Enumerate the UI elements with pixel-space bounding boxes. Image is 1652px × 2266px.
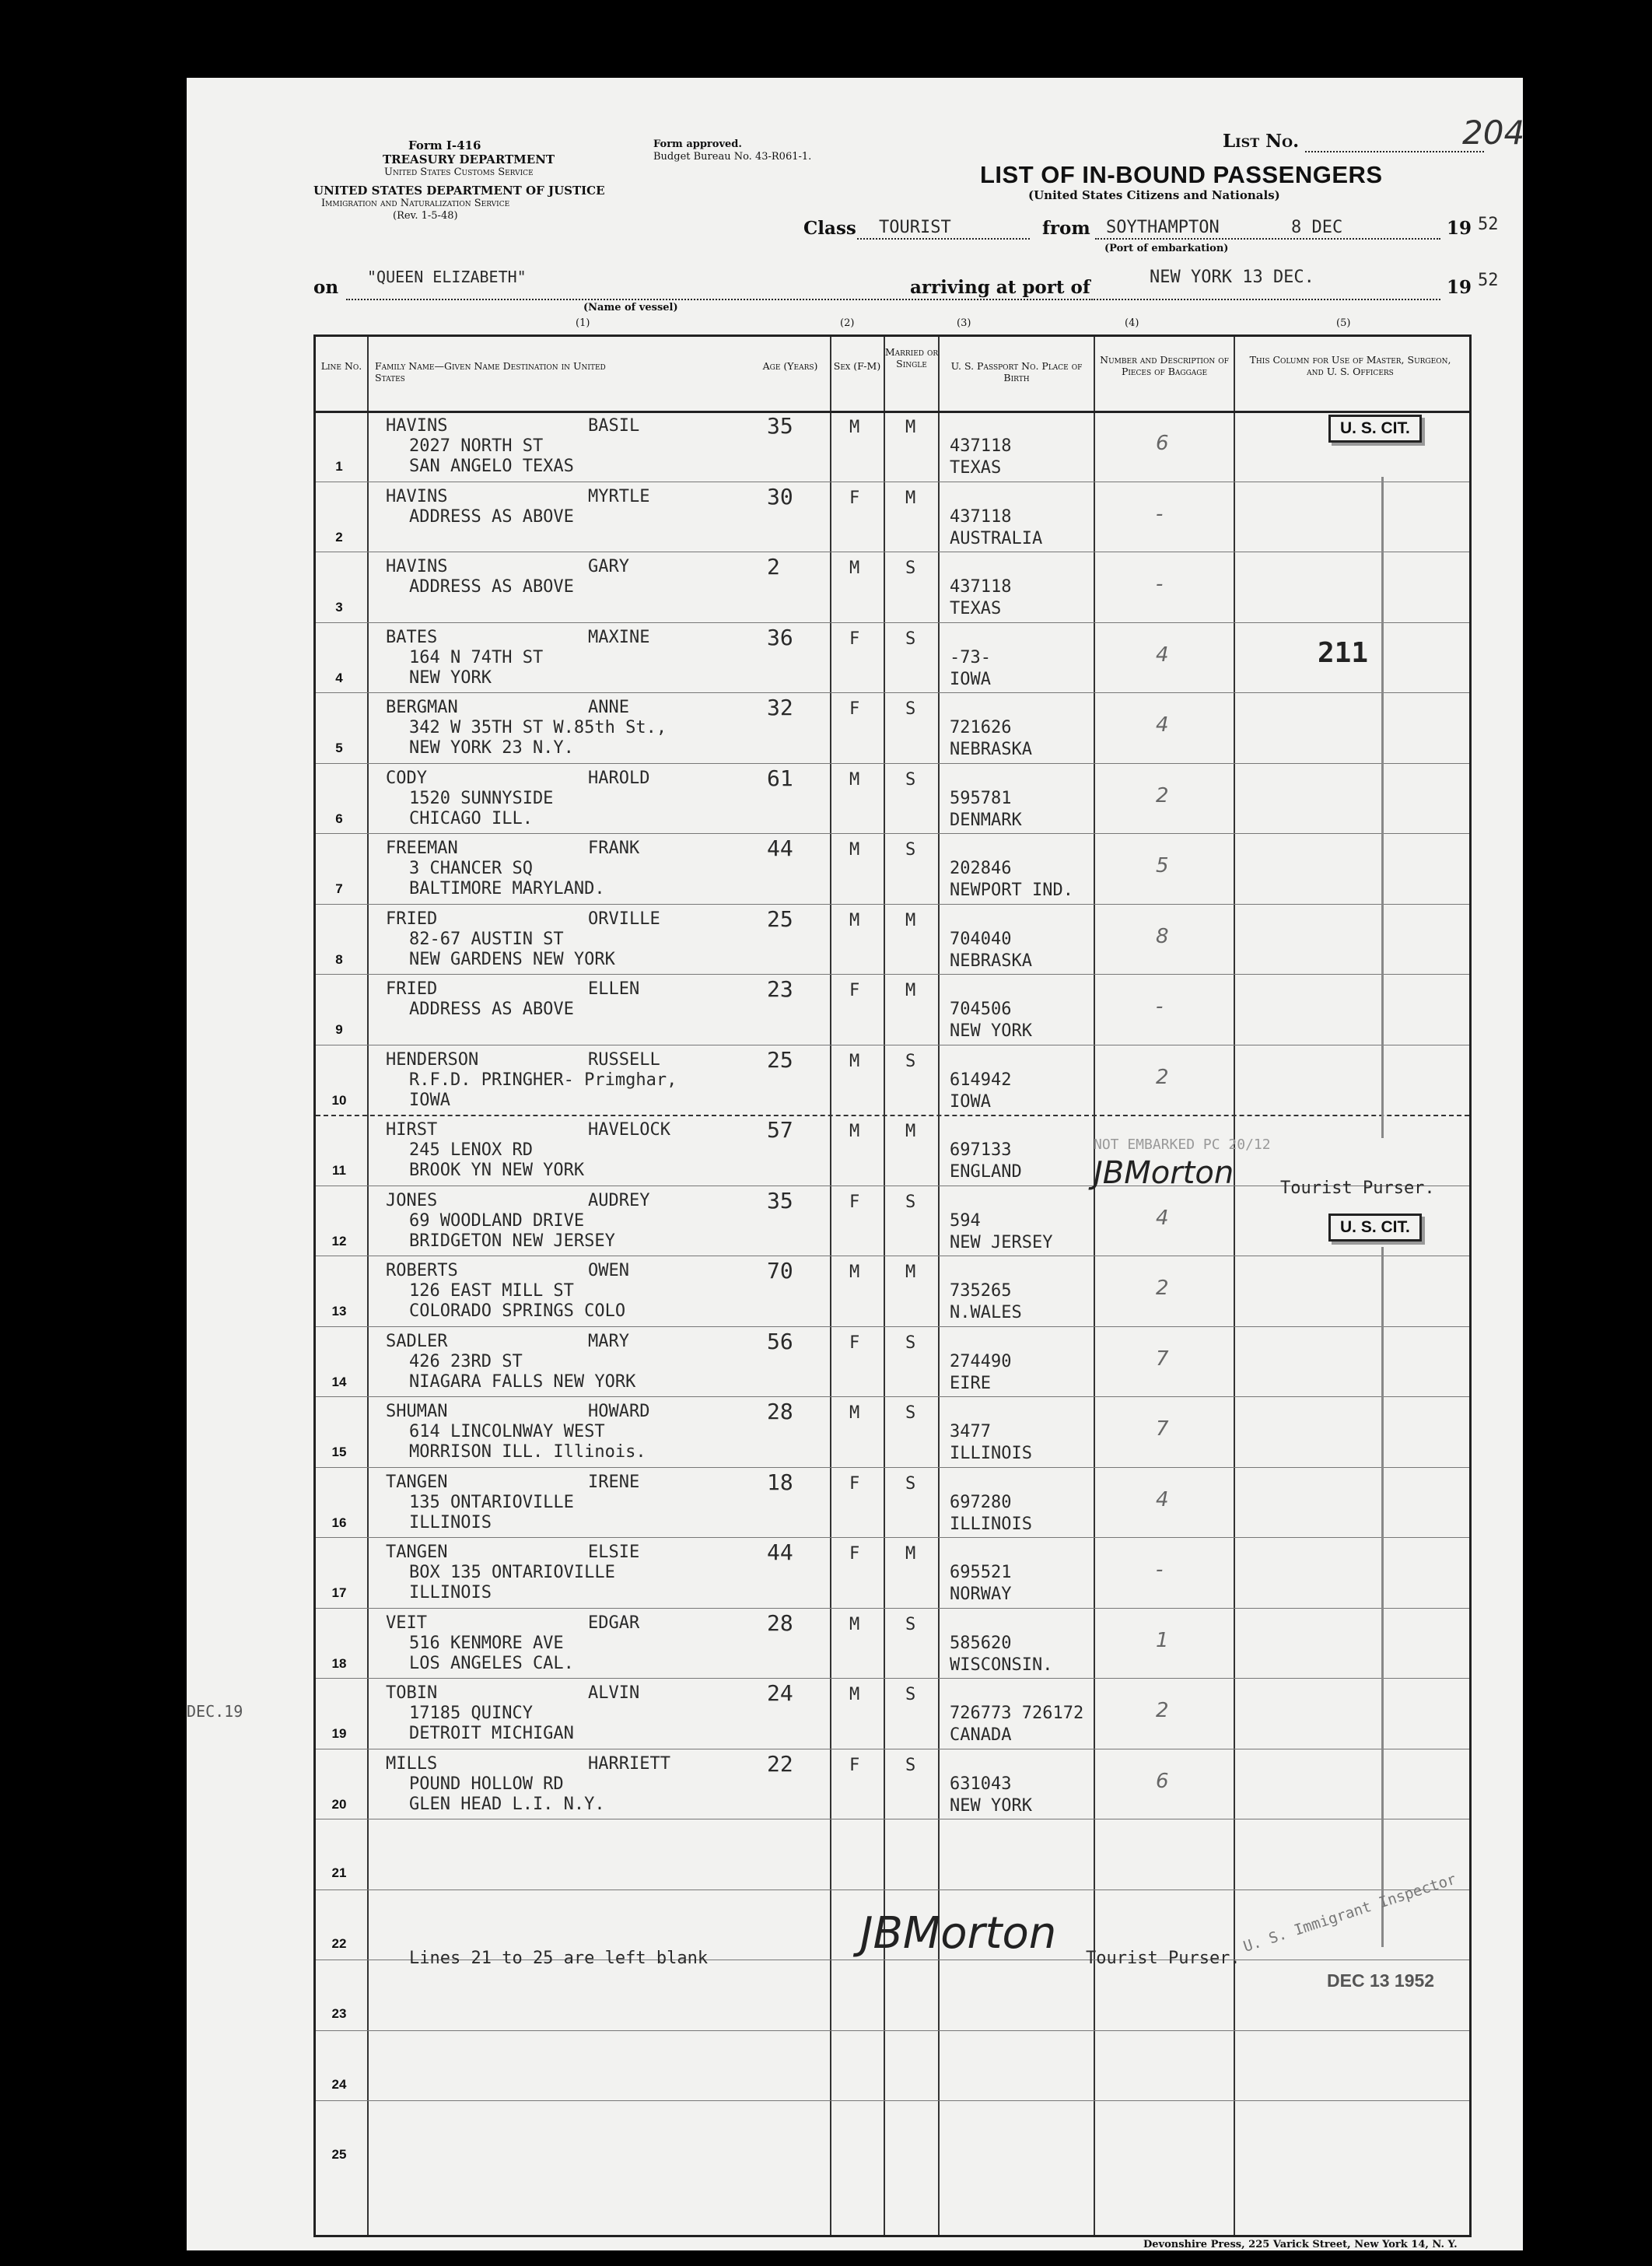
from-date: 8 DEC xyxy=(1291,218,1343,237)
family-name: FREEMAN xyxy=(386,839,458,858)
address-line-2: DETROIT MICHIGAN xyxy=(409,1724,574,1743)
line-number: 10 xyxy=(331,1092,347,1108)
line-number: 4 xyxy=(335,670,343,685)
tick-line xyxy=(1381,1247,1384,1947)
marital-status: S xyxy=(905,1051,916,1071)
revision: (Rev. 1-5-48) xyxy=(393,210,458,222)
place-of-birth: NORWAY xyxy=(950,1585,1012,1604)
class-label: Class xyxy=(803,218,856,239)
address-line-2: MORRISON ILL. Illinois. xyxy=(409,1442,646,1462)
inspection-date: DEC 13 1952 xyxy=(1327,1970,1435,1991)
sex: F xyxy=(849,1333,860,1353)
passport-no: 614942 xyxy=(950,1070,1012,1090)
line-number: 1 xyxy=(335,459,343,474)
baggage-count: 6 xyxy=(1156,1769,1169,1793)
marital-status: S xyxy=(905,629,916,649)
list-no-value: 204 xyxy=(1462,114,1525,152)
marital-status: M xyxy=(905,1122,916,1141)
line-number: 17 xyxy=(331,1585,347,1600)
blank-lines-note: Lines 21 to 25 are left blank xyxy=(409,1949,709,1968)
family-name: TANGEN xyxy=(386,1472,448,1492)
age: 23 xyxy=(767,976,793,1002)
sex: M xyxy=(849,1051,860,1071)
given-name: FRANK xyxy=(588,839,640,858)
port-embark-caption: (Port of embarkation) xyxy=(1104,243,1229,254)
year-prefix-1: 19 xyxy=(1447,218,1472,239)
sex: M xyxy=(849,1403,860,1423)
marital-status: S xyxy=(905,559,916,578)
address-line-1: 126 EAST MILL ST xyxy=(409,1281,574,1301)
passport-no: 3477 xyxy=(950,1422,991,1441)
given-name: AUDREY xyxy=(588,1190,650,1210)
age: 2 xyxy=(767,554,780,580)
given-name: RUSSELL xyxy=(588,1049,660,1070)
vessel-name: "QUEEN ELIZABETH" xyxy=(367,268,527,286)
vessel-line xyxy=(346,299,1093,300)
customs-service: United States Customs Service xyxy=(384,166,534,178)
place-of-birth: NEBRASKA xyxy=(950,740,1032,759)
ins-service: Immigration and Naturalization Service xyxy=(321,198,510,209)
treasury-dept: TREASURY DEPARTMENT xyxy=(383,152,555,166)
hdr-passport: U. S. Passport No. Place of Birth xyxy=(950,360,1083,384)
vessel-caption: (Name of vessel) xyxy=(583,302,678,313)
line-number: 22 xyxy=(331,1935,347,1951)
address-line-2: COLORADO SPRINGS COLO xyxy=(409,1301,626,1321)
age: 44 xyxy=(767,1539,793,1565)
given-name: ELLEN xyxy=(588,979,640,999)
passport-no: 274490 xyxy=(950,1351,1012,1371)
col-num-4: (4) xyxy=(1125,317,1139,329)
passport-no: 594 xyxy=(950,1210,981,1231)
passport-no: 202846 xyxy=(950,859,1012,878)
family-name: BERGMAN xyxy=(386,698,458,717)
given-name: IRENE xyxy=(588,1472,640,1492)
place-of-birth: TEXAS xyxy=(950,599,1002,618)
address-line-1: ADDRESS AS ABOVE xyxy=(409,506,574,527)
address-line-2: NIAGARA FALLS NEW YORK xyxy=(409,1371,636,1392)
address-line-1: 342 W 35TH ST W.85th St., xyxy=(409,718,667,737)
baggage-count: 1 xyxy=(1156,1628,1169,1652)
given-name: ANNE xyxy=(588,698,629,717)
line-number: 18 xyxy=(331,1655,347,1671)
address-line-2: CHICAGO ILL. xyxy=(409,808,533,828)
address-line-2: BRIDGETON NEW JERSEY xyxy=(409,1231,615,1251)
address-line-2: GLEN HEAD L.I. N.Y. xyxy=(409,1794,605,1814)
baggage-count: 4 xyxy=(1156,643,1169,667)
line-number: 25 xyxy=(331,2147,347,2162)
form-approved: Form approved. xyxy=(653,138,742,150)
arrival-year: 52 xyxy=(1478,271,1499,290)
baggage-count: 4 xyxy=(1156,713,1169,737)
address-line-2: BROOK YN NEW YORK xyxy=(409,1161,585,1180)
from-line xyxy=(1095,238,1440,240)
sex: M xyxy=(849,840,860,860)
marital-status: S xyxy=(905,699,916,719)
baggage-count: 7 xyxy=(1156,1347,1169,1371)
sex: M xyxy=(849,769,860,790)
baggage-count: - xyxy=(1156,995,1164,1018)
row-divider xyxy=(316,1396,1469,1397)
family-name: HENDERSON xyxy=(386,1049,479,1070)
family-name: TOBIN xyxy=(386,1683,438,1703)
line-number: 3 xyxy=(335,600,343,615)
passport-no: -73- xyxy=(950,647,991,667)
line-number: 12 xyxy=(331,1233,347,1249)
age: 25 xyxy=(767,905,793,932)
margin-note: DEC.19 xyxy=(187,1702,243,1721)
address-line-2: IOWA xyxy=(409,1090,450,1110)
line11-note: NOT EMBARKED PC 20/12 xyxy=(1094,1137,1271,1153)
sex: F xyxy=(849,629,860,649)
sex: F xyxy=(849,1473,860,1494)
family-name: TANGEN xyxy=(386,1543,448,1562)
given-name: EDGAR xyxy=(588,1613,640,1633)
baggage-count: 4 xyxy=(1156,1206,1169,1230)
passport-no: 697280 xyxy=(950,1492,1012,1512)
sex: F xyxy=(849,699,860,719)
marital-status: S xyxy=(905,769,916,790)
age: 18 xyxy=(767,1469,793,1495)
passport-no: 726773 726172 xyxy=(950,1704,1084,1723)
family-name: FRIED xyxy=(386,909,438,929)
sex: M xyxy=(849,1685,860,1704)
address-line-1: 164 N 74TH ST xyxy=(409,647,544,667)
age: 32 xyxy=(767,695,793,720)
from-value: SOYTHAMPTON xyxy=(1106,218,1220,237)
hdr-name: Family Name—Given Name Destination in United States xyxy=(375,360,606,384)
passport-no: 437118 xyxy=(950,436,1012,456)
family-name: HAVINS xyxy=(386,486,448,506)
marital-status: M xyxy=(905,418,916,437)
given-name: ORVILLE xyxy=(588,909,660,929)
address-line-2: BALTIMORE MARYLAND. xyxy=(409,879,605,898)
passport-no: 437118 xyxy=(950,577,1012,597)
line-number: 8 xyxy=(335,951,343,967)
marital-status: S xyxy=(905,1333,916,1353)
address-line-1: 69 WOODLAND DRIVE xyxy=(409,1210,585,1231)
baggage-count: 6 xyxy=(1156,432,1169,455)
sex: F xyxy=(849,488,860,508)
given-name: GARY xyxy=(588,557,629,576)
baggage-count: 2 xyxy=(1156,1699,1169,1722)
arrival-port: NEW YORK 13 DEC. xyxy=(1150,268,1314,287)
hdr-line-no: Line No. xyxy=(320,360,362,372)
marital-status: M xyxy=(905,1544,916,1564)
purser-signature: JBMorton xyxy=(1094,1155,1234,1191)
family-name: HAVINS xyxy=(386,557,448,576)
marital-status: M xyxy=(905,488,916,508)
row-divider xyxy=(316,1115,1469,1116)
line-number: 9 xyxy=(335,1022,343,1037)
address-line-1: 614 LINCOLNWAY WEST xyxy=(409,1422,605,1441)
baggage-count: 2 xyxy=(1156,1277,1169,1300)
given-name: ALVIN xyxy=(588,1683,640,1703)
passport-no: 735265 xyxy=(950,1281,1012,1301)
address-line-1: 245 LENOX RD xyxy=(409,1140,533,1160)
purser-title-2: Tourist Purser. xyxy=(1086,1949,1241,1968)
passport-no: 721626 xyxy=(950,718,1012,737)
baggage-count: 5 xyxy=(1156,854,1169,877)
age: 44 xyxy=(767,835,793,861)
col-num-3: (3) xyxy=(957,317,971,329)
place-of-birth: ILLINOIS xyxy=(950,1444,1032,1463)
form-subtitle: (United States Citizens and Nationals) xyxy=(1028,188,1280,202)
col-num-2: (2) xyxy=(840,317,855,329)
baggage-count: 8 xyxy=(1156,924,1169,948)
marital-status: S xyxy=(905,1685,916,1704)
age: 57 xyxy=(767,1117,793,1143)
purser-signature-2: JBMorton xyxy=(860,1908,1057,1959)
class-value: TOURIST xyxy=(879,218,951,237)
line-number: 14 xyxy=(331,1374,347,1389)
inspector-stamp: U. S. Immigrant Inspector xyxy=(1241,1870,1458,1956)
passenger-manifest-page xyxy=(187,78,1523,2250)
address-line-2: NEW YORK 23 N.Y. xyxy=(409,738,574,758)
family-name: ROBERTS xyxy=(386,1261,458,1280)
place-of-birth: CANADA xyxy=(950,1725,1012,1745)
marital-status: S xyxy=(905,1192,916,1212)
line-number: 16 xyxy=(331,1515,347,1530)
age: 24 xyxy=(767,1680,793,1706)
budget-bureau: Budget Bureau No. 43-R061-1. xyxy=(653,151,812,163)
sex: M xyxy=(849,559,860,578)
age: 25 xyxy=(767,1046,793,1073)
address-line-1: POUND HOLLOW RD xyxy=(409,1774,564,1794)
marital-status: M xyxy=(905,910,916,930)
row-divider xyxy=(316,974,1469,975)
address-line-2: SAN ANGELO TEXAS xyxy=(409,457,574,476)
from-label: from xyxy=(1042,218,1090,239)
hdr-age: Age (Years) xyxy=(762,360,818,372)
address-line-1: ADDRESS AS ABOVE xyxy=(409,1000,574,1019)
manifest-table xyxy=(313,334,1472,2237)
family-name: HAVINS xyxy=(386,416,448,436)
sex: F xyxy=(849,981,860,1000)
passport-no: 704040 xyxy=(950,929,1012,949)
passport-no: 695521 xyxy=(950,1563,1012,1582)
sex: M xyxy=(849,1263,860,1282)
row-divider xyxy=(316,1678,1469,1679)
line-number: 2 xyxy=(335,529,343,545)
address-line-1: BOX 135 ONTARIOVILLE xyxy=(409,1563,615,1582)
passport-no: 585620 xyxy=(950,1633,1012,1653)
tick-line xyxy=(1381,477,1384,1138)
family-name: HIRST xyxy=(386,1120,438,1140)
line-number: 6 xyxy=(335,811,343,826)
row-divider xyxy=(316,2100,1469,2101)
place-of-birth: ILLINOIS xyxy=(950,1514,1032,1534)
marital-status: S xyxy=(905,1473,916,1494)
line-number: 7 xyxy=(335,881,343,896)
place-of-birth: NEWPORT IND. xyxy=(950,881,1073,900)
age: 28 xyxy=(767,1609,793,1636)
col-num-5: (5) xyxy=(1336,317,1351,329)
family-name: CODY xyxy=(386,768,427,788)
family-name: SHUMAN xyxy=(386,1402,448,1421)
marital-status: S xyxy=(905,840,916,860)
passport-no: 631043 xyxy=(950,1774,1012,1794)
line-number: 13 xyxy=(331,1304,347,1319)
address-line-1: R.F.D. PRINGHER- Primghar, xyxy=(409,1070,677,1090)
hdr-married: Married or Single xyxy=(884,346,939,369)
given-name: ELSIE xyxy=(588,1543,640,1562)
sex: M xyxy=(849,1614,860,1634)
family-name: JONES xyxy=(386,1190,438,1210)
baggage-count: - xyxy=(1156,1558,1164,1581)
sex: M xyxy=(849,910,860,930)
address-line-2: ILLINOIS xyxy=(409,1583,492,1602)
given-name: HAVELOCK xyxy=(588,1120,670,1140)
sex: F xyxy=(849,1544,860,1564)
given-name: MARY xyxy=(588,1331,629,1351)
baggage-count: 4 xyxy=(1156,1487,1169,1511)
address-line-1: 1520 SUNNYSIDE xyxy=(409,788,554,808)
year-prefix-2: 19 xyxy=(1447,277,1472,298)
arriving-label: arriving at port of xyxy=(910,277,1090,298)
place-of-birth: IOWA xyxy=(950,669,991,689)
row-divider xyxy=(316,904,1469,905)
form-title: LIST OF IN-BOUND PASSENGERS xyxy=(980,161,1383,188)
row-divider xyxy=(316,763,1469,764)
address-line-1: 516 KENMORE AVE xyxy=(409,1633,564,1653)
row-divider xyxy=(316,1326,1469,1327)
address-line-1: 426 23RD ST xyxy=(409,1351,523,1371)
line-number: 23 xyxy=(331,2006,347,2021)
form-number: Form I-416 xyxy=(408,138,481,152)
row-divider xyxy=(316,622,1469,623)
family-name: VEIT xyxy=(386,1613,427,1633)
hdr-baggage: Number and Description of Pieces of Baggage xyxy=(1100,354,1229,377)
address-line-1: 2027 NORTH ST xyxy=(409,436,544,456)
line-number: 24 xyxy=(331,2076,347,2092)
line-number: 5 xyxy=(335,741,343,755)
baggage-count: - xyxy=(1156,502,1164,526)
purser-title: Tourist Purser. xyxy=(1280,1179,1435,1198)
line-number: 19 xyxy=(331,1726,347,1741)
age: 61 xyxy=(767,765,793,791)
age: 28 xyxy=(767,1399,793,1424)
marital-status: M xyxy=(905,1263,916,1282)
place-of-birth: AUSTRALIA xyxy=(950,528,1043,548)
baggage-count: 2 xyxy=(1156,1065,1169,1089)
row-divider xyxy=(316,1467,1469,1468)
passport-no: 437118 xyxy=(950,506,1012,527)
age: 30 xyxy=(767,483,793,510)
printer-footer: Devonshire Press, 225 Varick Street, New York 14, N. Y. xyxy=(1143,2239,1458,2250)
line-number: 20 xyxy=(331,1796,347,1812)
age: 56 xyxy=(767,1328,793,1354)
place-of-birth: NEW JERSEY xyxy=(950,1232,1053,1252)
passport-no: 704506 xyxy=(950,1000,1012,1019)
line-number: 21 xyxy=(331,1865,347,1880)
sex: M xyxy=(849,1122,860,1141)
given-name: HAROLD xyxy=(588,768,650,788)
passport-no: 595781 xyxy=(950,788,1012,808)
row-divider xyxy=(316,1608,1469,1609)
sex: F xyxy=(849,1192,860,1212)
header-divider xyxy=(316,411,1469,413)
hdr-officers: This Column for Use of Master, Surgeon, and U. S. Officers xyxy=(1249,354,1451,377)
line-number: 15 xyxy=(331,1445,347,1459)
from-year: 52 xyxy=(1478,215,1499,234)
given-name: MYRTLE xyxy=(588,486,650,506)
address-line-2: LOS ANGELES CAL. xyxy=(409,1653,574,1673)
row-divider xyxy=(316,692,1469,693)
us-citizen-stamp: U. S. CIT. xyxy=(1328,1214,1422,1242)
address-line-1: 135 ONTARIOVILLE xyxy=(409,1492,574,1512)
address-line-2: NEW GARDENS NEW YORK xyxy=(409,949,615,969)
place-of-birth: EIRE xyxy=(950,1373,991,1393)
row-divider xyxy=(316,833,1469,834)
place-of-birth: DENMARK xyxy=(950,810,1022,830)
marital-status: S xyxy=(905,1755,916,1775)
given-name: OWEN xyxy=(588,1261,629,1280)
family-name: SADLER xyxy=(386,1331,448,1351)
place-of-birth: NEW YORK xyxy=(950,1021,1032,1041)
place-of-birth: WISCONSIN. xyxy=(950,1655,1053,1675)
baggage-count: 2 xyxy=(1156,783,1169,807)
marital-status: S xyxy=(905,1403,916,1423)
place-of-birth: IOWA xyxy=(950,1091,991,1112)
list-no-label: List No. xyxy=(1223,131,1300,152)
class-line xyxy=(857,238,1030,240)
address-line-2: ILLINOIS xyxy=(409,1512,492,1532)
age: 35 xyxy=(767,413,793,439)
age: 70 xyxy=(767,1258,793,1284)
address-line-2: NEW YORK xyxy=(409,667,492,688)
on-label: on xyxy=(313,277,339,298)
hdr-sex: Sex (F-M) xyxy=(833,360,881,372)
col-num-1: (1) xyxy=(576,317,590,329)
sex: M xyxy=(849,418,860,437)
place-of-birth: N.WALES xyxy=(950,1303,1022,1322)
list-no-line xyxy=(1305,151,1484,152)
marital-status: M xyxy=(905,981,916,1000)
given-name: HOWARD xyxy=(588,1402,650,1421)
age: 36 xyxy=(767,624,793,650)
baggage-count: - xyxy=(1156,573,1164,596)
baggage-count: 7 xyxy=(1156,1417,1169,1441)
given-name: BASIL xyxy=(588,416,640,436)
given-name: MAXINE xyxy=(588,627,650,647)
address-line-1: 3 CHANCER SQ xyxy=(409,859,533,878)
sex: F xyxy=(849,1755,860,1775)
passport-no: 697133 xyxy=(950,1140,1012,1160)
us-citizen-stamp: U. S. CIT. xyxy=(1328,415,1422,443)
family-name: BATES xyxy=(386,627,438,647)
place-of-birth: NEW YORK xyxy=(950,1795,1032,1816)
arrival-line xyxy=(1094,299,1440,300)
place-of-birth: ENGLAND xyxy=(950,1162,1022,1182)
count-mark: 211 xyxy=(1318,637,1369,669)
address-line-1: 82-67 AUSTIN ST xyxy=(409,929,564,949)
family-name: FRIED xyxy=(386,979,438,999)
place-of-birth: TEXAS xyxy=(950,458,1002,478)
age: 22 xyxy=(767,1750,793,1777)
family-name: MILLS xyxy=(386,1753,438,1774)
age: 35 xyxy=(767,1187,793,1214)
row-divider xyxy=(316,2030,1469,2031)
address-line-1: 17185 QUINCY xyxy=(409,1704,533,1723)
justice-dept: UNITED STATES DEPARTMENT OF JUSTICE xyxy=(313,184,605,198)
address-line-1: ADDRESS AS ABOVE xyxy=(409,577,574,597)
place-of-birth: NEBRASKA xyxy=(950,951,1032,971)
line-number: 11 xyxy=(332,1163,346,1178)
row-divider xyxy=(316,1537,1469,1538)
given-name: HARRIETT xyxy=(588,1753,670,1774)
marital-status: S xyxy=(905,1614,916,1634)
